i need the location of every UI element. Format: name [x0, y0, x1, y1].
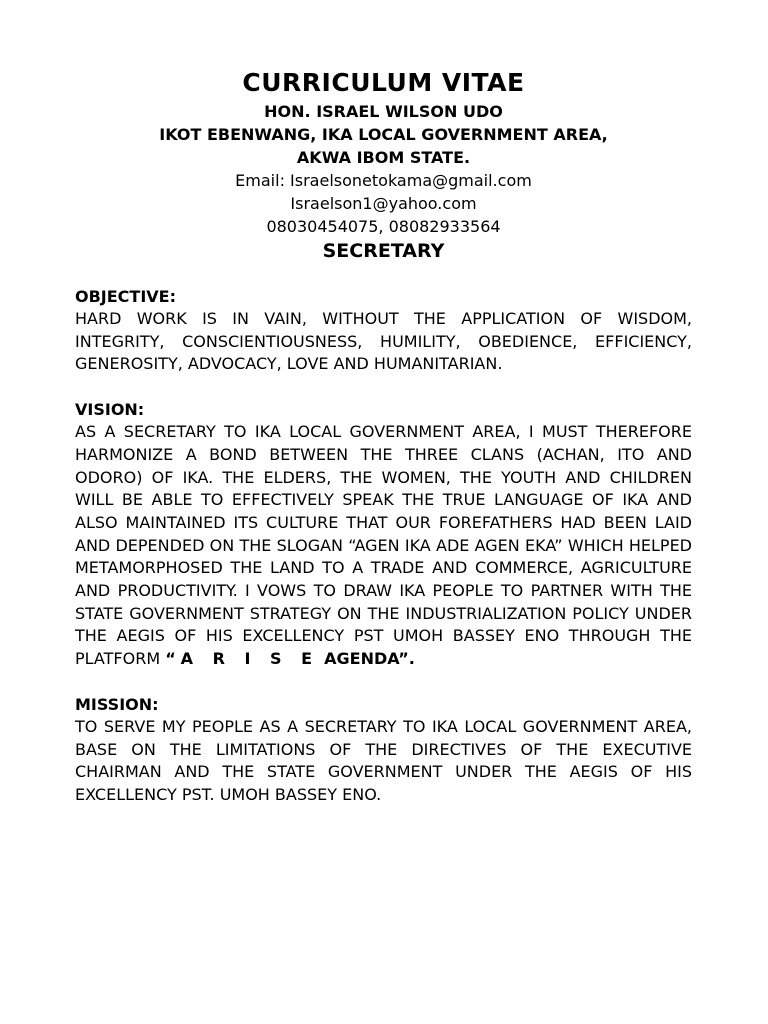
address-line-2: AKWA IBOM STATE.: [296, 148, 471, 167]
candidate-name: HON. ISRAEL WILSON UDO: [264, 102, 503, 121]
vision-platform-name: “A R I S E: [165, 649, 320, 669]
objective-text: HARD WORK IS IN VAIN, WITHOUT THE APPLICATION OF WISDOM, INTEGRITY, CONSCIENTIOUSNESS, HUMILITY, OBEDIENCE, EFFICIENCY, GENEROSITY, ADVOCACY, LOVE AND HUMANITARIAN.: [75, 309, 692, 374]
position-title: SECRETARY: [322, 240, 445, 262]
cv-header: [75, 66, 692, 264]
email-line-2: Israelson1@yahoo.com: [290, 194, 477, 213]
vision-heading: VISION:: [75, 400, 145, 420]
cv-page: [75, 66, 692, 807]
mission-heading: MISSION:: [75, 694, 159, 714]
vision-platform-tail: AGENDA”.: [324, 649, 415, 669]
document-title: CURRICULUM VITAE: [242, 68, 525, 97]
address-line-1: IKOT EBENWANG, IKA LOCAL GOVERNMENT AREA,: [159, 125, 608, 144]
mission-text: TO SERVE MY PEOPLE AS A SECRETARY TO IKA LOCAL GOVERNMENT AREA, BASE ON THE LIMITATIONS OF THE DIRECTIVES OF THE EXECUTIVE CHAIRMAN AND THE STATE GOVERNMENT UNDER THE AEGIS OF HIS EXCELLENCY PST. UMOH BASSEY ENO.: [75, 716, 692, 804]
email-line-1: Email: Israelsonetokama@gmail.com: [235, 171, 532, 190]
objective-section: [75, 285, 692, 376]
vision-text: AS A SECRETARY TO IKA LOCAL GOVERNMENT AREA, I MUST THEREFORE HARMONIZE A BOND BETWEEN THE THREE CLANS (ACHAN, ITO AND ODORO) OF IKA. THE ELDERS, THE WOMEN, THE YOUTH AND CHILDREN WILL BE ABLE TO EFFECTIVELY SPEAK THE TRUE LANGUAGE OF IKA AND ALSO MAINTAINED ITS CULTURE THAT OUR FOREFATHERS HAD BEEN LAID AND DEPENDED ON THE SLOGAN “AGEN IKA ADE AGEN EKA” WHICH HELPED METAMORPHOSED THE LAND TO A TRADE AND COMMERCE, AGRICULTURE AND PRODUCTIVITY. I VOWS TO DRAW IKA PEOPLE TO PARTNER WITH THE STATE GOVERNMENT STRATEGY ON THE INDUSTRIALIZATION POLICY UNDER THE AEGIS OF HIS EXCELLENCY PST UMOH BASSEY ENO THROUGH THE PLATFORM: [75, 422, 692, 669]
mission-section: [75, 693, 692, 807]
vision-section: [75, 398, 692, 671]
objective-heading: OBJECTIVE:: [75, 287, 176, 306]
vision-paragraph: [75, 421, 692, 671]
phone-numbers: 08030454075, 08082933564: [266, 217, 501, 236]
